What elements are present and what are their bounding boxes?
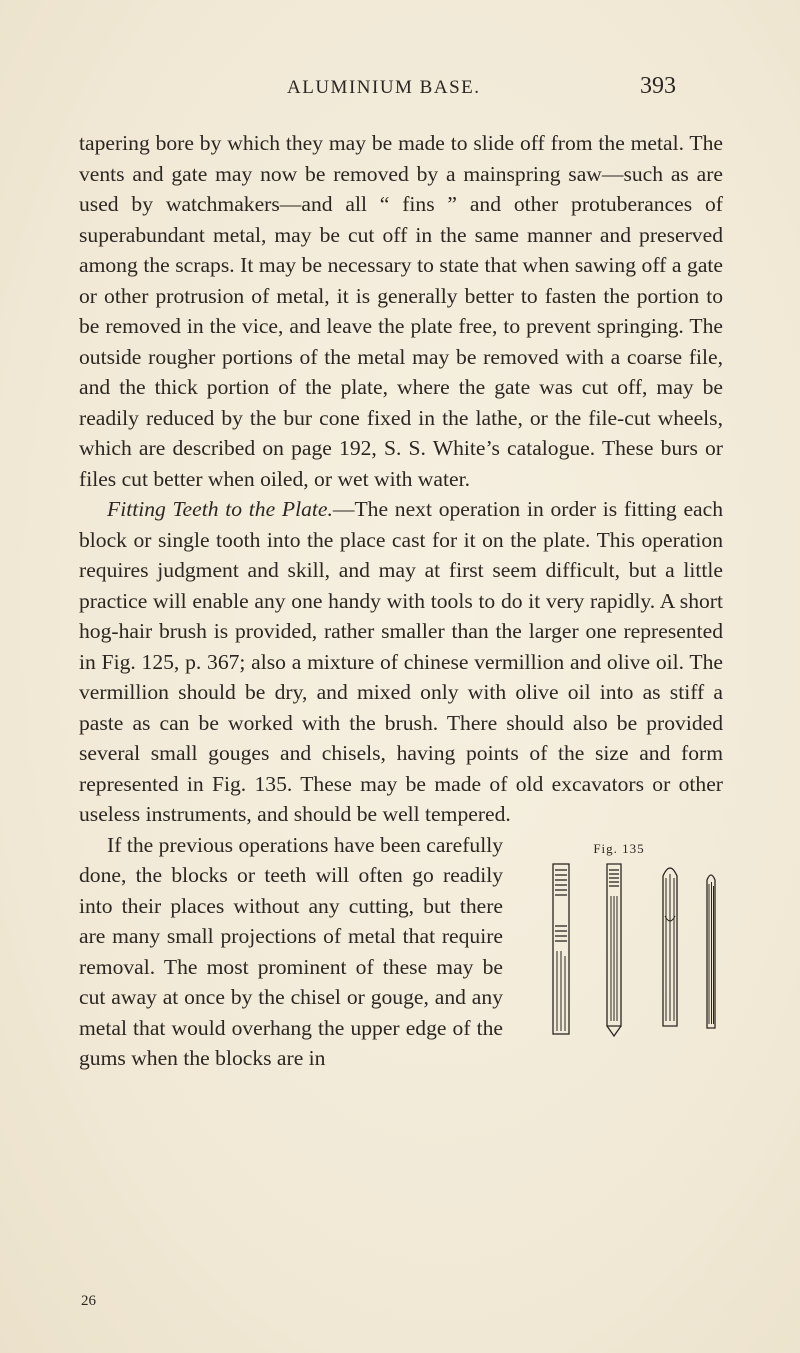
figure-caption: Fig. 135 xyxy=(593,840,645,856)
pointed-gouge-icon xyxy=(663,868,677,1026)
paragraph xyxy=(79,494,723,830)
paragraph: tapering bore by which they may be made to slide off from the metal. The vents and gate may now be removed by a mainspring saw—such as are used by watchmakers—and all “ fins ” and other protuberances of superabundant metal, may be cut off in the same manner and preserved among the scraps. It may be necessary to state that when sawing off a gate or other protrusion of metal, it is generally better to fasten the portion to be removed in the vice, and leave the plate free, to prevent springing. The outside rougher portions of the metal may be removed with a coarse file, and the thick portion of the plate, where the gate was cut off, may be readily reduced by the bur cone fixed in the lathe, or the file-cut wheels, which are described on page 192, S. S. White’s catalogue. These burs or files cut better when oiled, or wet with water. xyxy=(79,131,723,491)
gouge-icon xyxy=(607,864,621,1036)
paragraph-text: —The next operation in order is fitting each block or single tooth into the place cast for it on the plate. This operation requires judgment and skill, and may at first seem difficult, but a little practice will enable any one handy with tools to do it very rapidly. A short hog-hair brush is provided, rather smaller than the larger one represented in Fig. 125, p. 367; also a mixture of chinese vermillion and olive oil. The vermillion should be dry, and mixed only with olive oil into as stiff a paste as can be worked with the brush. There should also be provided several small gouges and chisels, having points of the size and form represented in Fig. 135. These may be made of old excavators or other useless instruments, and should be well tempered. xyxy=(79,497,724,826)
page-number: 393 xyxy=(640,73,676,99)
figure-135 xyxy=(515,830,723,1046)
page-header xyxy=(0,73,800,107)
body-text xyxy=(79,128,723,1074)
signature-mark: 26 xyxy=(81,1293,96,1309)
section-heading: Fitting Teeth to the Plate. xyxy=(107,497,333,521)
paragraph: If the previous operations have been carefully done, the blocks or teeth will often go readily into their places without any cutting, but there are many small projections of metal that require removal. The most prominent of these may be cut away at once by the chisel or gouge, and any metal that would overhang the upper edge of the gums when the blocks are in xyxy=(79,832,503,1070)
chisel-gouge-illustration xyxy=(515,856,723,1046)
thin-gouge-icon xyxy=(707,875,715,1028)
running-title: ALUMINIUM BASE. xyxy=(287,77,481,98)
chisel-icon xyxy=(553,864,569,1034)
